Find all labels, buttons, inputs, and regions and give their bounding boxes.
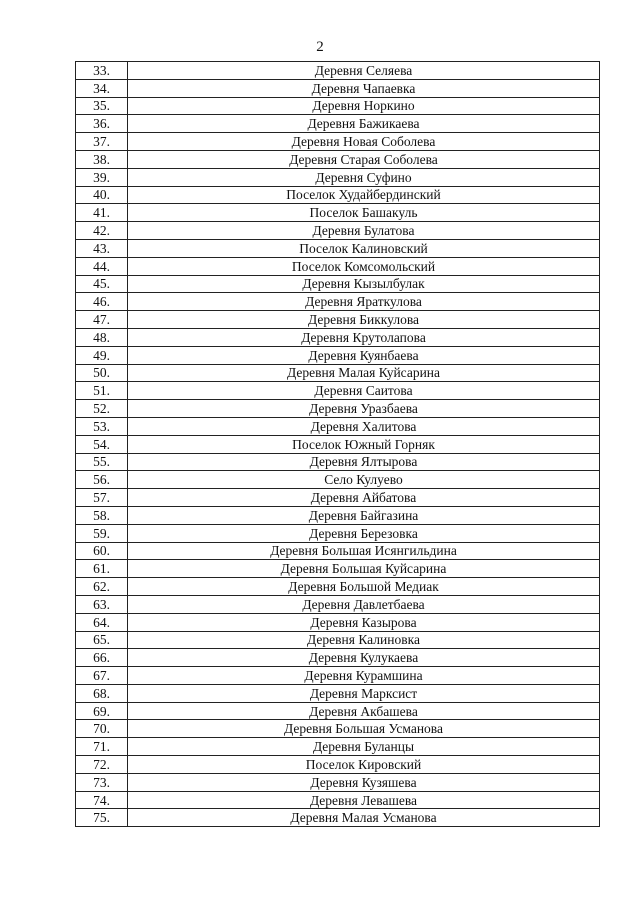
settlement-name: Деревня Курамшина <box>128 667 600 685</box>
settlement-name: Деревня Селяева <box>128 62 600 80</box>
row-number: 58. <box>76 506 128 524</box>
table-row <box>76 275 600 293</box>
table-row <box>76 667 600 685</box>
settlement-name: Деревня Малая Куйсарина <box>128 364 600 382</box>
table-row <box>76 595 600 613</box>
table-row <box>76 720 600 738</box>
settlement-name: Деревня Чапаевка <box>128 79 600 97</box>
settlement-name: Деревня Старая Соболева <box>128 150 600 168</box>
settlement-name: Поселок Худайбердинский <box>128 186 600 204</box>
settlement-name: Поселок Южный Горняк <box>128 435 600 453</box>
row-number: 62. <box>76 578 128 596</box>
table-row <box>76 435 600 453</box>
table-row <box>76 346 600 364</box>
table-row <box>76 62 600 80</box>
row-number: 33. <box>76 62 128 80</box>
row-number: 44. <box>76 257 128 275</box>
table-row <box>76 756 600 774</box>
table-row <box>76 542 600 560</box>
settlement-name: Деревня Байгазина <box>128 506 600 524</box>
row-number: 54. <box>76 435 128 453</box>
row-number: 69. <box>76 702 128 720</box>
table-row <box>76 311 600 329</box>
table-row <box>76 702 600 720</box>
table-row <box>76 613 600 631</box>
settlement-name: Деревня Большая Усманова <box>128 720 600 738</box>
row-number: 45. <box>76 275 128 293</box>
row-number: 60. <box>76 542 128 560</box>
settlement-name: Деревня Кузяшева <box>128 773 600 791</box>
settlement-name: Деревня Уразбаева <box>128 400 600 418</box>
table-row <box>76 186 600 204</box>
settlement-name: Деревня Саитова <box>128 382 600 400</box>
row-number: 46. <box>76 293 128 311</box>
row-number: 37. <box>76 133 128 151</box>
row-number: 52. <box>76 400 128 418</box>
settlement-name: Деревня Суфино <box>128 168 600 186</box>
table-row <box>76 560 600 578</box>
table-row <box>76 79 600 97</box>
row-number: 53. <box>76 417 128 435</box>
settlement-name: Деревня Яраткулова <box>128 293 600 311</box>
row-number: 36. <box>76 115 128 133</box>
row-number: 48. <box>76 328 128 346</box>
page-number: 2 <box>316 39 324 55</box>
settlement-name: Деревня Айбатова <box>128 489 600 507</box>
table-row <box>76 400 600 418</box>
row-number: 51. <box>76 382 128 400</box>
table-row <box>76 684 600 702</box>
row-number: 40. <box>76 186 128 204</box>
settlements-table <box>75 61 600 827</box>
settlement-name: Деревня Левашева <box>128 791 600 809</box>
row-number: 61. <box>76 560 128 578</box>
settlement-name: Деревня Бажикаева <box>128 115 600 133</box>
table-row <box>76 809 600 827</box>
row-number: 64. <box>76 613 128 631</box>
settlement-name: Деревня Новая Соболева <box>128 133 600 151</box>
row-number: 70. <box>76 720 128 738</box>
row-number: 43. <box>76 239 128 257</box>
row-number: 74. <box>76 791 128 809</box>
table-row <box>76 328 600 346</box>
settlement-name: Деревня Большой Медиак <box>128 578 600 596</box>
settlement-name: Село Кулуево <box>128 471 600 489</box>
row-number: 72. <box>76 756 128 774</box>
settlement-name: Поселок Башакуль <box>128 204 600 222</box>
settlement-name: Деревня Большая Куйсарина <box>128 560 600 578</box>
table-row <box>76 168 600 186</box>
table-row <box>76 471 600 489</box>
row-number: 68. <box>76 684 128 702</box>
table-row <box>76 97 600 115</box>
row-number: 57. <box>76 489 128 507</box>
table-row <box>76 133 600 151</box>
settlement-name: Деревня Кулукаева <box>128 649 600 667</box>
settlement-name: Деревня Марксист <box>128 684 600 702</box>
row-number: 65. <box>76 631 128 649</box>
settlement-name: Деревня Биккулова <box>128 311 600 329</box>
settlement-name: Деревня Кызылбулак <box>128 275 600 293</box>
table-row <box>76 631 600 649</box>
table-row <box>76 506 600 524</box>
settlement-name: Деревня Акбашева <box>128 702 600 720</box>
settlement-name: Деревня Куянбаева <box>128 346 600 364</box>
table-row <box>76 239 600 257</box>
settlement-name: Деревня Давлетбаева <box>128 595 600 613</box>
table-row <box>76 115 600 133</box>
table-row <box>76 150 600 168</box>
settlement-name: Деревня Березовка <box>128 524 600 542</box>
settlement-name: Деревня Халитова <box>128 417 600 435</box>
settlement-name: Деревня Буланцы <box>128 738 600 756</box>
row-number: 38. <box>76 150 128 168</box>
table-row <box>76 773 600 791</box>
table-row <box>76 364 600 382</box>
row-number: 55. <box>76 453 128 471</box>
row-number: 50. <box>76 364 128 382</box>
row-number: 39. <box>76 168 128 186</box>
settlement-name: Деревня Ялтырова <box>128 453 600 471</box>
table-row <box>76 649 600 667</box>
table-row <box>76 489 600 507</box>
table-row <box>76 524 600 542</box>
table-row <box>76 257 600 275</box>
row-number: 63. <box>76 595 128 613</box>
settlement-name: Поселок Кировский <box>128 756 600 774</box>
row-number: 71. <box>76 738 128 756</box>
table-row <box>76 204 600 222</box>
table-row <box>76 417 600 435</box>
table-row <box>76 453 600 471</box>
settlement-name: Деревня Булатова <box>128 222 600 240</box>
row-number: 35. <box>76 97 128 115</box>
row-number: 66. <box>76 649 128 667</box>
row-number: 42. <box>76 222 128 240</box>
table-row <box>76 578 600 596</box>
row-number: 59. <box>76 524 128 542</box>
settlement-name: Деревня Большая Исянгильдина <box>128 542 600 560</box>
row-number: 75. <box>76 809 128 827</box>
settlement-name: Деревня Крутолапова <box>128 328 600 346</box>
settlement-name: Деревня Малая Усманова <box>128 809 600 827</box>
table-row <box>76 382 600 400</box>
table-row <box>76 738 600 756</box>
row-number: 67. <box>76 667 128 685</box>
table-row <box>76 222 600 240</box>
settlement-name: Деревня Норкино <box>128 97 600 115</box>
settlement-name: Поселок Комсомольский <box>128 257 600 275</box>
row-number: 34. <box>76 79 128 97</box>
row-number: 56. <box>76 471 128 489</box>
settlement-name: Деревня Казырова <box>128 613 600 631</box>
settlement-name: Деревня Калиновка <box>128 631 600 649</box>
row-number: 73. <box>76 773 128 791</box>
table-row <box>76 293 600 311</box>
settlement-name: Поселок Калиновский <box>128 239 600 257</box>
row-number: 41. <box>76 204 128 222</box>
row-number: 47. <box>76 311 128 329</box>
table-row <box>76 791 600 809</box>
settlements-table-body <box>76 62 600 827</box>
row-number: 49. <box>76 346 128 364</box>
